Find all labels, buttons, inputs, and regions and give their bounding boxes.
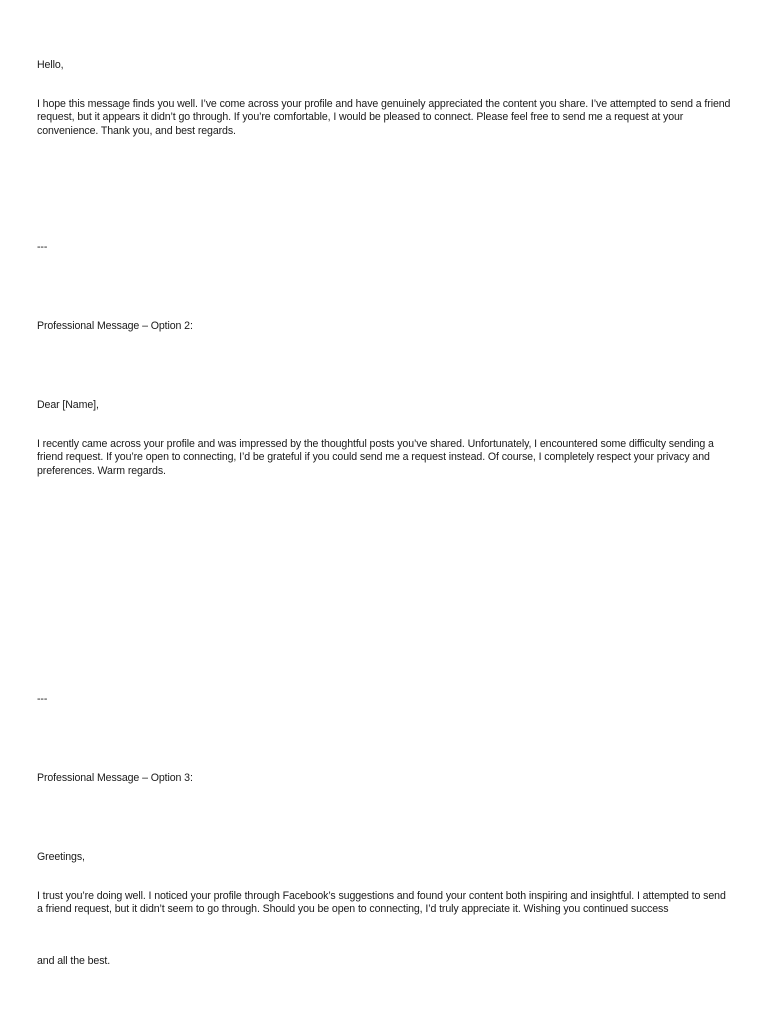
- message-2-body: I recently came across your profile and was impressed by the thoughtful posts you’ve shared. Unfortunately, I encountered some difficulty sending a friend request. If you’re open to connecting, I’d be grateful if you could send me a request instead. Of course, I completely respect your privacy and preferences. Warm regards.: [37, 438, 714, 477]
- message-2-greeting: Dear [Name],: [37, 399, 99, 411]
- message-1-body: I hope this message finds you well. I’ve come across your profile and have genuinely appreciated the content you share. I’ve attempted to send a friend request, but it appears it didn’t go through. If you’re comfortable, I would be pleased to connect. Please feel free to send me a request at your convenience. Thank you, and best regards.: [37, 98, 731, 137]
- message-3-heading: Professional Message – Option 3:: [37, 772, 193, 784]
- separator-1: ---: [37, 241, 48, 253]
- message-3-closing: and all the best.: [37, 955, 111, 967]
- message-3-greeting: Greetings,: [37, 851, 85, 863]
- message-2-heading: Professional Message – Option 2:: [37, 320, 193, 332]
- message-3-body: I trust you’re doing well. I noticed your profile through Facebook’s suggestions and found your content both inspiring and insightful. I attempted to send a friend request, but it didn’t seem to go through. Should you be open to connecting, I’d truly appreciate it. Wishing you continued success: [37, 890, 726, 916]
- message-1-greeting: Hello,: [37, 59, 64, 71]
- separator-2: ---: [37, 693, 48, 705]
